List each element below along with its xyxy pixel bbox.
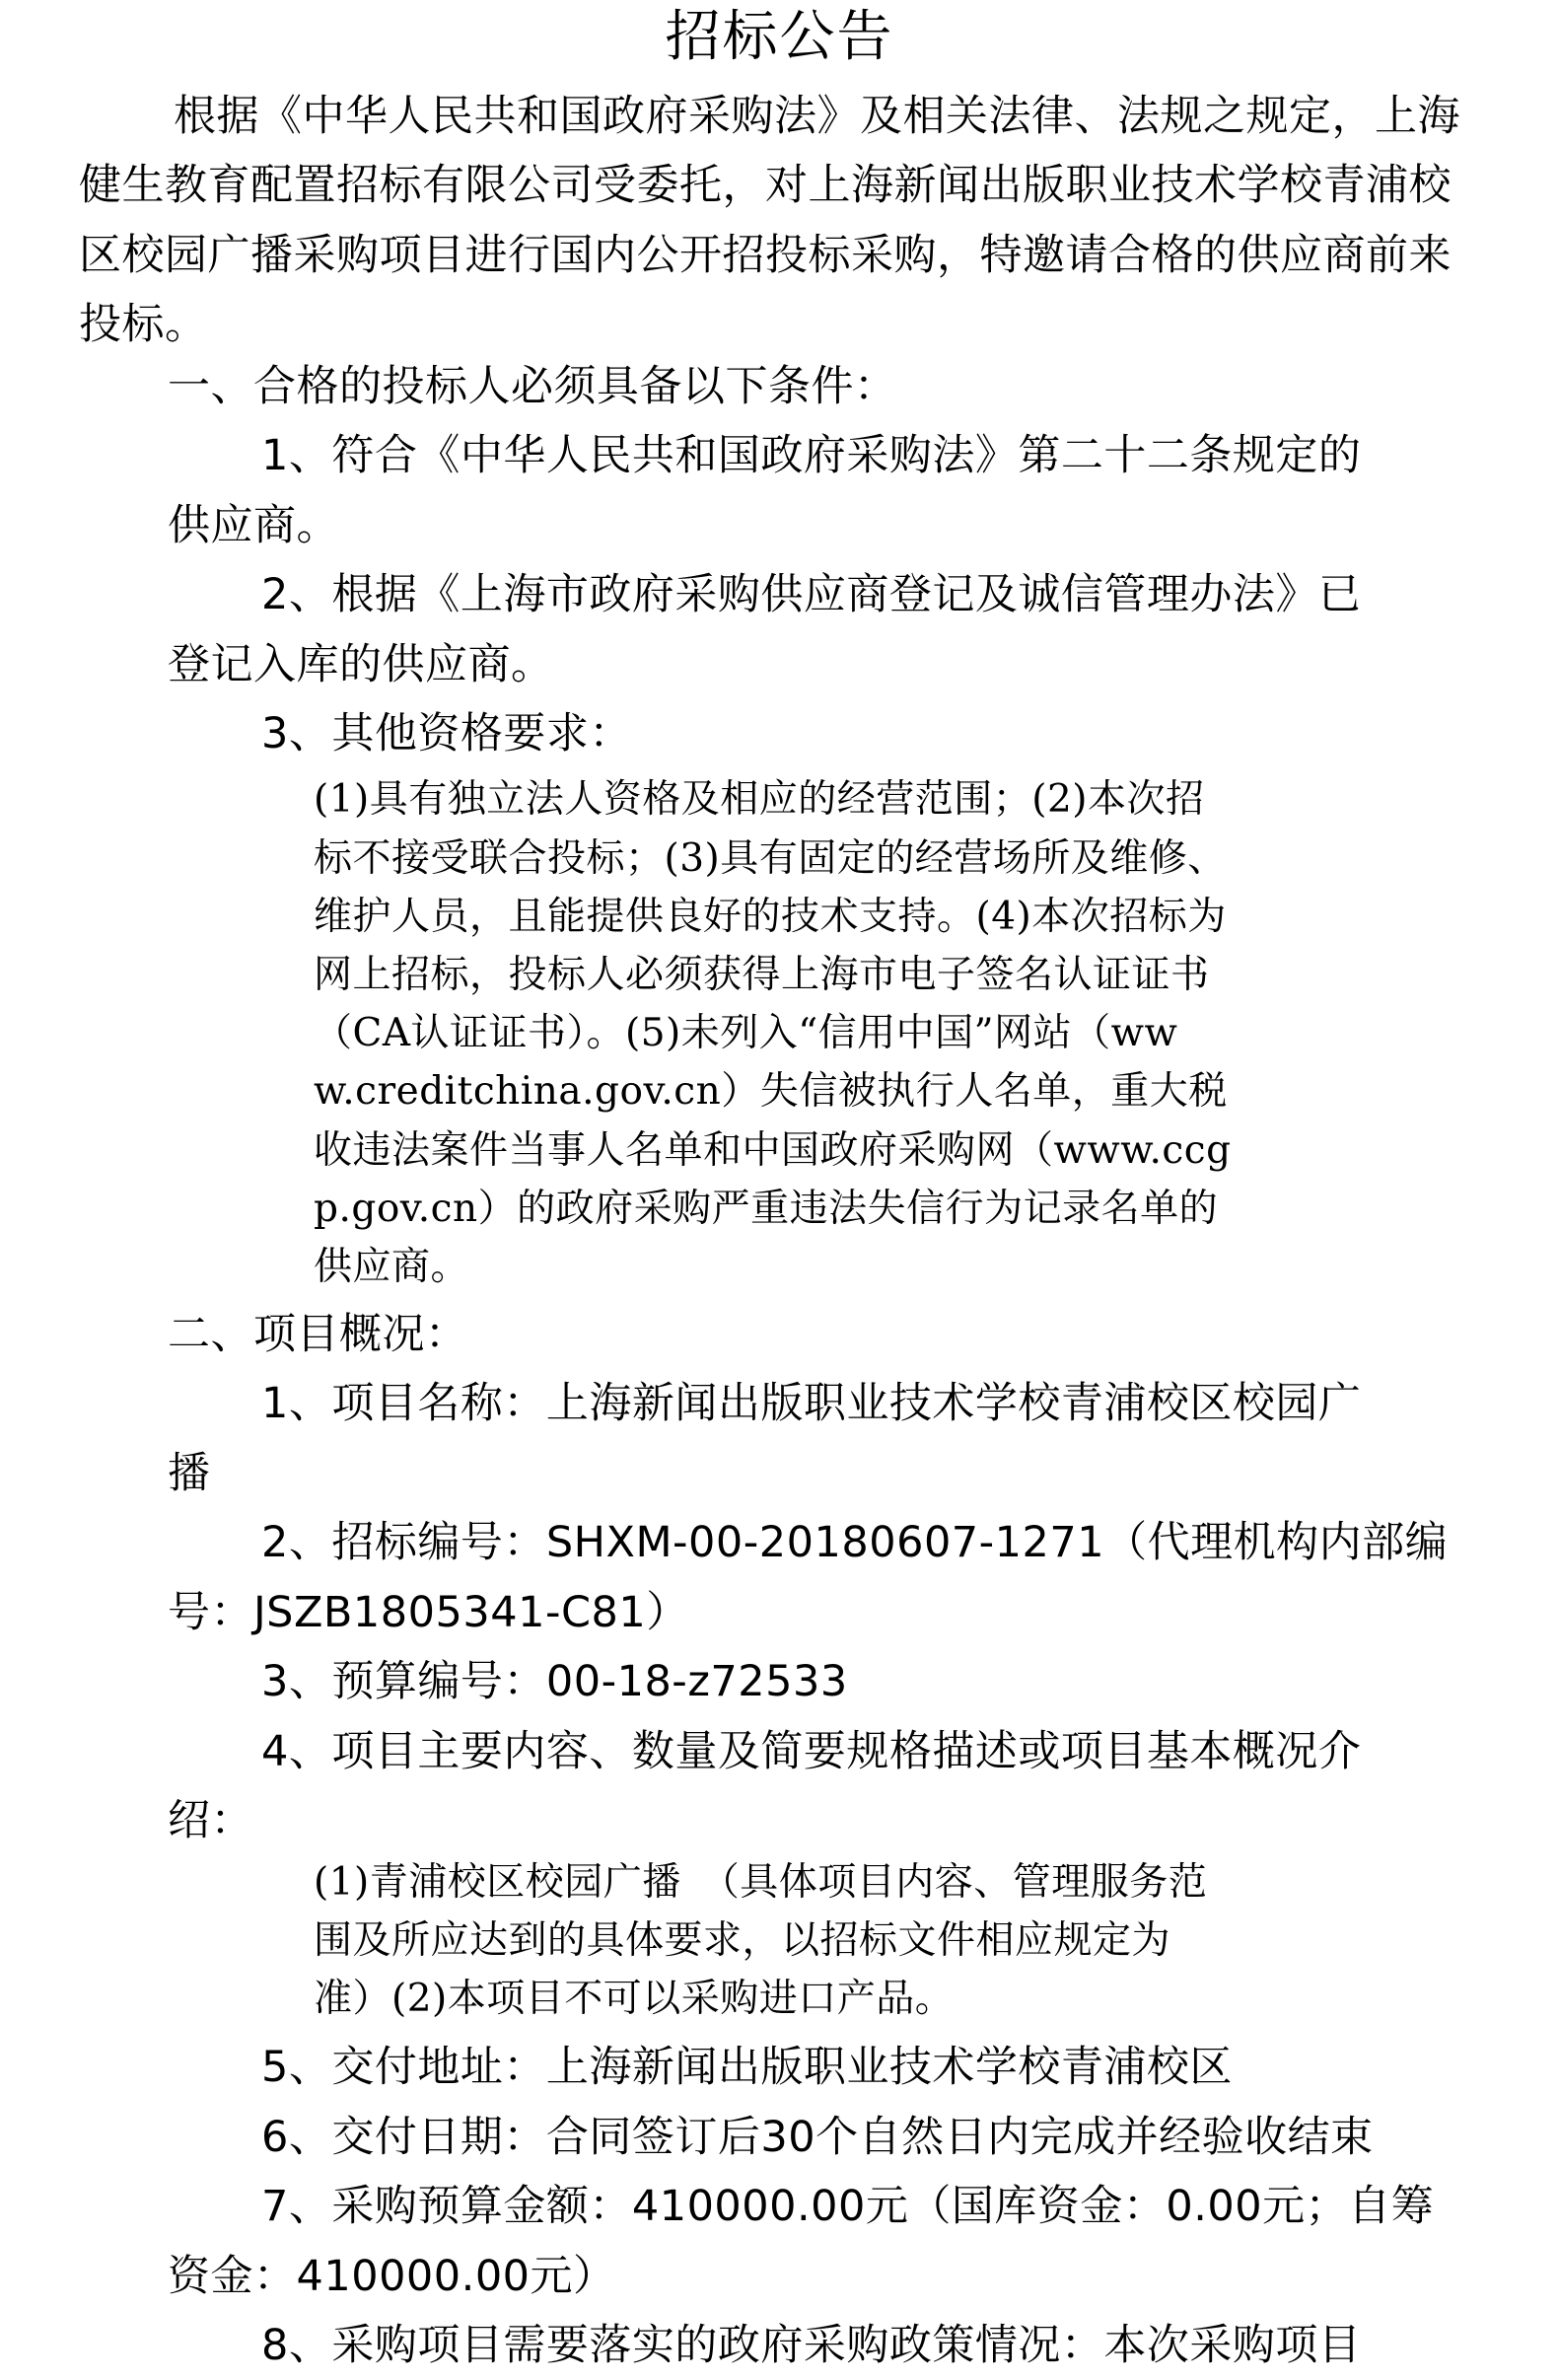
section2-heading: 二、项目概况： bbox=[168, 1310, 468, 1359]
intro-line-1: 根据《中华人民共和国政府采购法》及相关法律、法规之规定，上海 bbox=[174, 92, 1460, 141]
section2-item4-detail-line-2: 围及所应达到的具体要求，以招标文件相应规定为 bbox=[314, 1918, 1171, 1963]
section1-heading: 一、合格的投标人必须具备以下条件： bbox=[168, 362, 897, 411]
section1-item1-line-2: 供应商。 bbox=[168, 501, 339, 550]
intro-line-3: 区校园广播采购项目进行国内公开招投标采购，特邀请合格的供应商前来 bbox=[79, 231, 1452, 280]
section2-item7-line-2: 资金：410000.00元） bbox=[168, 2252, 616, 2301]
section2-item7-line-1: 7、采购预算金额：410000.00元（国库资金：0.00元；自筹 bbox=[261, 2182, 1435, 2231]
section1-item3-detail-line-4: 网上招标，投标人必须获得上海市电子签名认证证书 bbox=[314, 953, 1210, 997]
section1-item3-detail-line-3: 维护人员，且能提供良好的技术支持。(4)本次招标为 bbox=[314, 895, 1227, 939]
section1-item3-detail-line-8: p.gov.cn）的政府采购严重违法失信行为记录名单的 bbox=[314, 1187, 1219, 1231]
section1-item3-heading: 3、其他资格要求： bbox=[261, 709, 632, 758]
intro-line-2: 健生教育配置招标有限公司受委托，对上海新闻出版职业技术学校青浦校 bbox=[79, 161, 1452, 210]
section2-item4-line-2: 绍： bbox=[168, 1796, 253, 1845]
section1-item2-line-1: 2、根据《上海市政府采购供应商登记及诚信管理办法》已 bbox=[261, 570, 1362, 619]
section1-item3-detail-line-9: 供应商。 bbox=[314, 1245, 470, 1289]
section2-item5: 5、交付地址：上海新闻出版职业技术学校青浦校区 bbox=[261, 2043, 1233, 2092]
page-title: 招标公告 bbox=[665, 5, 894, 69]
section2-item3: 3、预算编号：00-18-z72533 bbox=[261, 1657, 848, 1706]
section1-item2-line-2: 登记入库的供应商。 bbox=[168, 640, 554, 689]
section1-item3-detail-line-1: (1)具有独立法人资格及相应的经营范围；(2)本次招 bbox=[314, 777, 1205, 822]
section1-item3-detail-line-5: （CA认证证书）。(5)未列入“信用中国”网站（ww bbox=[314, 1011, 1178, 1055]
section1-item1-line-1: 1、符合《中华人民共和国政府采购法》第二十二条规定的 bbox=[261, 431, 1362, 480]
section2-item1-line-2: 播 bbox=[168, 1449, 211, 1498]
section2-item6: 6、交付日期：合同签订后30个自然日内完成并经验收结束 bbox=[261, 2113, 1374, 2162]
section1-item3-detail-line-7: 收违法案件当事人名单和中国政府采购网（www.ccg bbox=[314, 1128, 1232, 1173]
intro-line-4: 投标。 bbox=[79, 300, 208, 349]
section2-item4-detail-line-1: (1)青浦校区校园广播 （具体项目内容、管理服务范 bbox=[314, 1860, 1208, 1905]
section2-item8: 8、采购项目需要落实的政府采购政策情况：本次采购项目 bbox=[261, 2321, 1362, 2370]
section1-item3-detail-line-6: w.creditchina.gov.cn）失信被执行人名单，重大税 bbox=[314, 1069, 1228, 1114]
section2-item4-detail-line-3: 准）(2)本项目不可以采购进口产品。 bbox=[314, 1977, 955, 2021]
section2-item1-line-1: 1、项目名称：上海新闻出版职业技术学校青浦校区校园广 bbox=[261, 1379, 1362, 1428]
section2-item2-line-2: 号：JSZB1805341-C81） bbox=[168, 1588, 689, 1637]
section2-item4-line-1: 4、项目主要内容、数量及简要规格描述或项目基本概况介 bbox=[261, 1727, 1362, 1776]
section2-item2-line-1: 2、招标编号：SHXM-00-20180607-1271（代理机构内部编 bbox=[261, 1518, 1449, 1567]
section1-item3-detail-line-2: 标不接受联合投标；(3)具有固定的经营场所及维修、 bbox=[314, 836, 1227, 881]
